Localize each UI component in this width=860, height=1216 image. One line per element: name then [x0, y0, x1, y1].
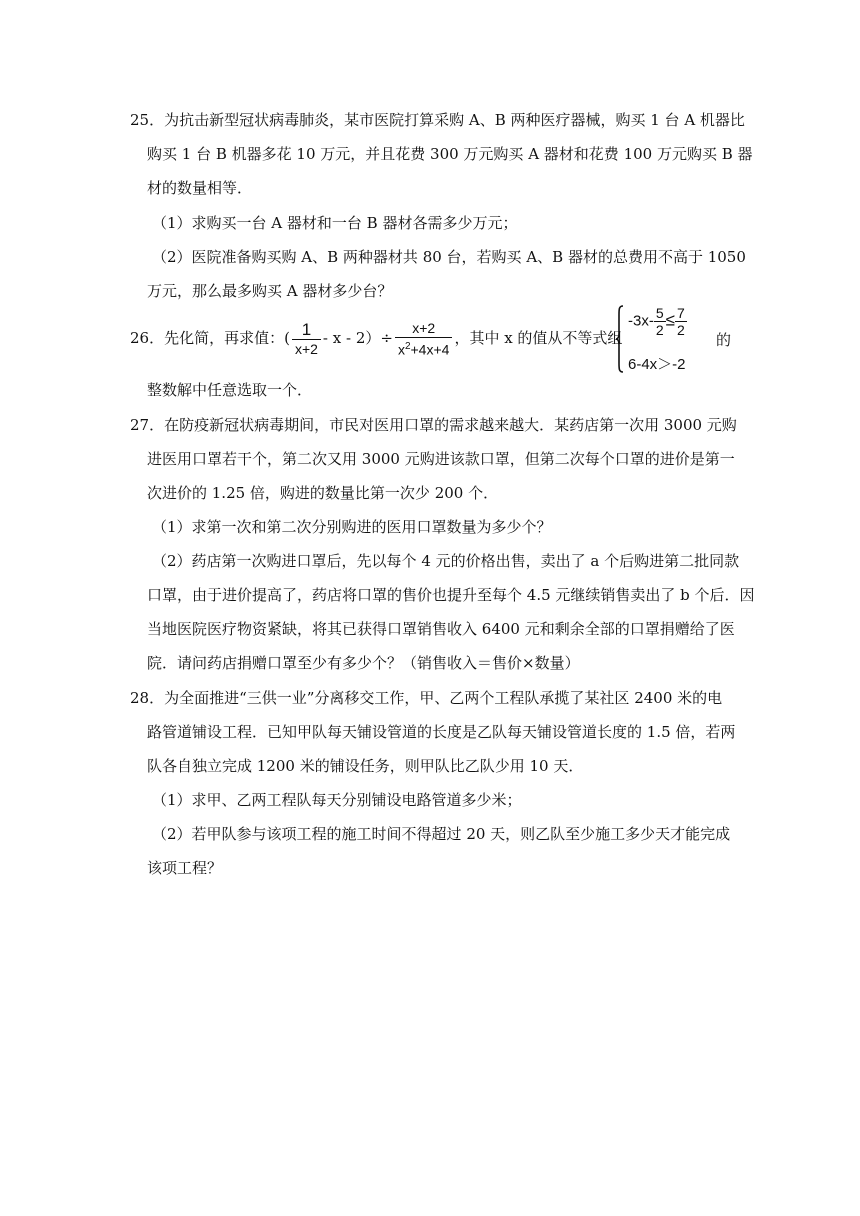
q27-part-2-a: （2）药店第一次购进口罩后，先以每个 4 元的价格出售，卖出了 a 个后购进第二批同款: [152, 552, 740, 570]
q26-den-rest: +4x+4: [410, 341, 450, 358]
q26-fraction-2: [395, 319, 453, 359]
q26-ineq1-fl-num: 5: [655, 305, 664, 321]
q26-inequality-1: [628, 305, 687, 338]
q27-part-1: （1）求第一次和第二次分别购进的医用口罩数量为多少个？: [152, 518, 552, 536]
q26-line-2: 整数解中任意选取一个．: [147, 381, 313, 399]
q28-line-3: 队各自独立完成 1200 米的铺设任务，则甲队比乙队少用 10 天．: [147, 757, 584, 775]
q28-part-1: （1）求甲、乙两工程队每天分别铺设电路管道多少米；: [152, 791, 522, 809]
q26-fraction-1-denominator: x+2: [294, 340, 318, 357]
q25-line-1: 25．为抗击新型冠状病毒肺炎，某市医院打算采购 A、B 两种医疗器械，购买 1 台 A 机器比: [130, 111, 745, 129]
q26-tail: ，其中 x 的值从不等式组: [454, 329, 623, 347]
q26-ineq1-fr-den: 2: [676, 322, 685, 338]
q26-middle: - x - 2）÷: [322, 329, 393, 347]
q26-inequality-system: [616, 305, 716, 377]
q25-line-3: 材的数量相等．: [147, 179, 253, 197]
q25-part-2-b: 万元，那么最多购买 A 器材多少台？: [147, 282, 393, 300]
q26-ineq1-fraction-left: [654, 305, 666, 338]
q27-line-2: 进医用口罩若干个，第二次又用 3000 元购进该款口罩，但第二次每个口罩的进价是第一: [147, 450, 735, 468]
q25-part-2-a: （2）医院准备购买购 A、B 两种器材共 80 台，若购买 A、B 器材的总费用不高于 1050: [152, 248, 746, 266]
q27-line-3: 次进价的 1.25 倍，购进的数量比第一次少 200 个．: [147, 484, 499, 502]
q28-line-1: 28．为全面推进“三供一业”分离移交工作，甲、乙两个工程队承揽了某社区 2400 米的电: [130, 689, 723, 707]
q26-den-x: x: [397, 341, 405, 358]
q27-part-2-d: 院．请问药店捐赠口罩至少有多少个？（销售收入＝售价×数量）: [147, 654, 580, 672]
q27-line-1: 27．在防疫新冠状病毒期间，市民对医用口罩的需求越来越大．某药店第一次用 3000 元购: [130, 416, 737, 434]
left-brace-icon: [616, 305, 624, 373]
q26-inequality-2: 6-4x＞-2: [628, 356, 686, 373]
q26-de: 的: [716, 331, 732, 349]
q26-lead: 26．先化简，再求值：(: [130, 329, 290, 347]
q26-ineq1-left: -3x-: [628, 312, 654, 330]
q26-fraction-2-denominator: [395, 338, 453, 359]
q27-part-2-c: 当地医院医疗物资紧缺，将其已获得口罩销售收入 6400 元和剩余全部的口罩捐赠给了医: [147, 620, 735, 638]
q25-line-2: 购买 1 台 B 机器多花 10 万元，并且花费 300 万元购买 A 器材和花费 100 万元购买 B 器: [147, 145, 753, 163]
q26-line-1: [130, 318, 622, 359]
q26-den-exponent: 2: [404, 341, 411, 353]
q26-ineq1-fr-num: 7: [676, 305, 685, 321]
q26-fraction-2-numerator: x+2: [395, 319, 453, 338]
q25-part-1: （1）求购买一台 A 器材和一台 B 器材各需多少万元；: [152, 214, 518, 232]
q26-fraction-1: [292, 321, 321, 358]
q26-fraction-1-numerator: 1: [292, 321, 321, 340]
q26-ineq1-fraction-right: [675, 305, 687, 338]
q26-ineq1-relation: ≤: [665, 310, 675, 330]
q28-part-2-b: 该项工程？: [147, 859, 223, 877]
q28-part-2-a: （2）若甲队参与该项工程的施工时间不得超过 20 天，则乙队至少施工多少天才能完成: [152, 825, 731, 843]
q27-part-2-b: 口罩，由于进价提高了，药店将口罩的售价也提升至每个 4.5 元继续销售卖出了 b 个后．因: [147, 586, 755, 604]
q28-line-2: 路管道铺设工程．已知甲队每天铺设管道的长度是乙队每天铺设管道长度的 1.5 倍，若两: [147, 723, 736, 741]
q26-ineq1-fl-den: 2: [655, 322, 664, 338]
